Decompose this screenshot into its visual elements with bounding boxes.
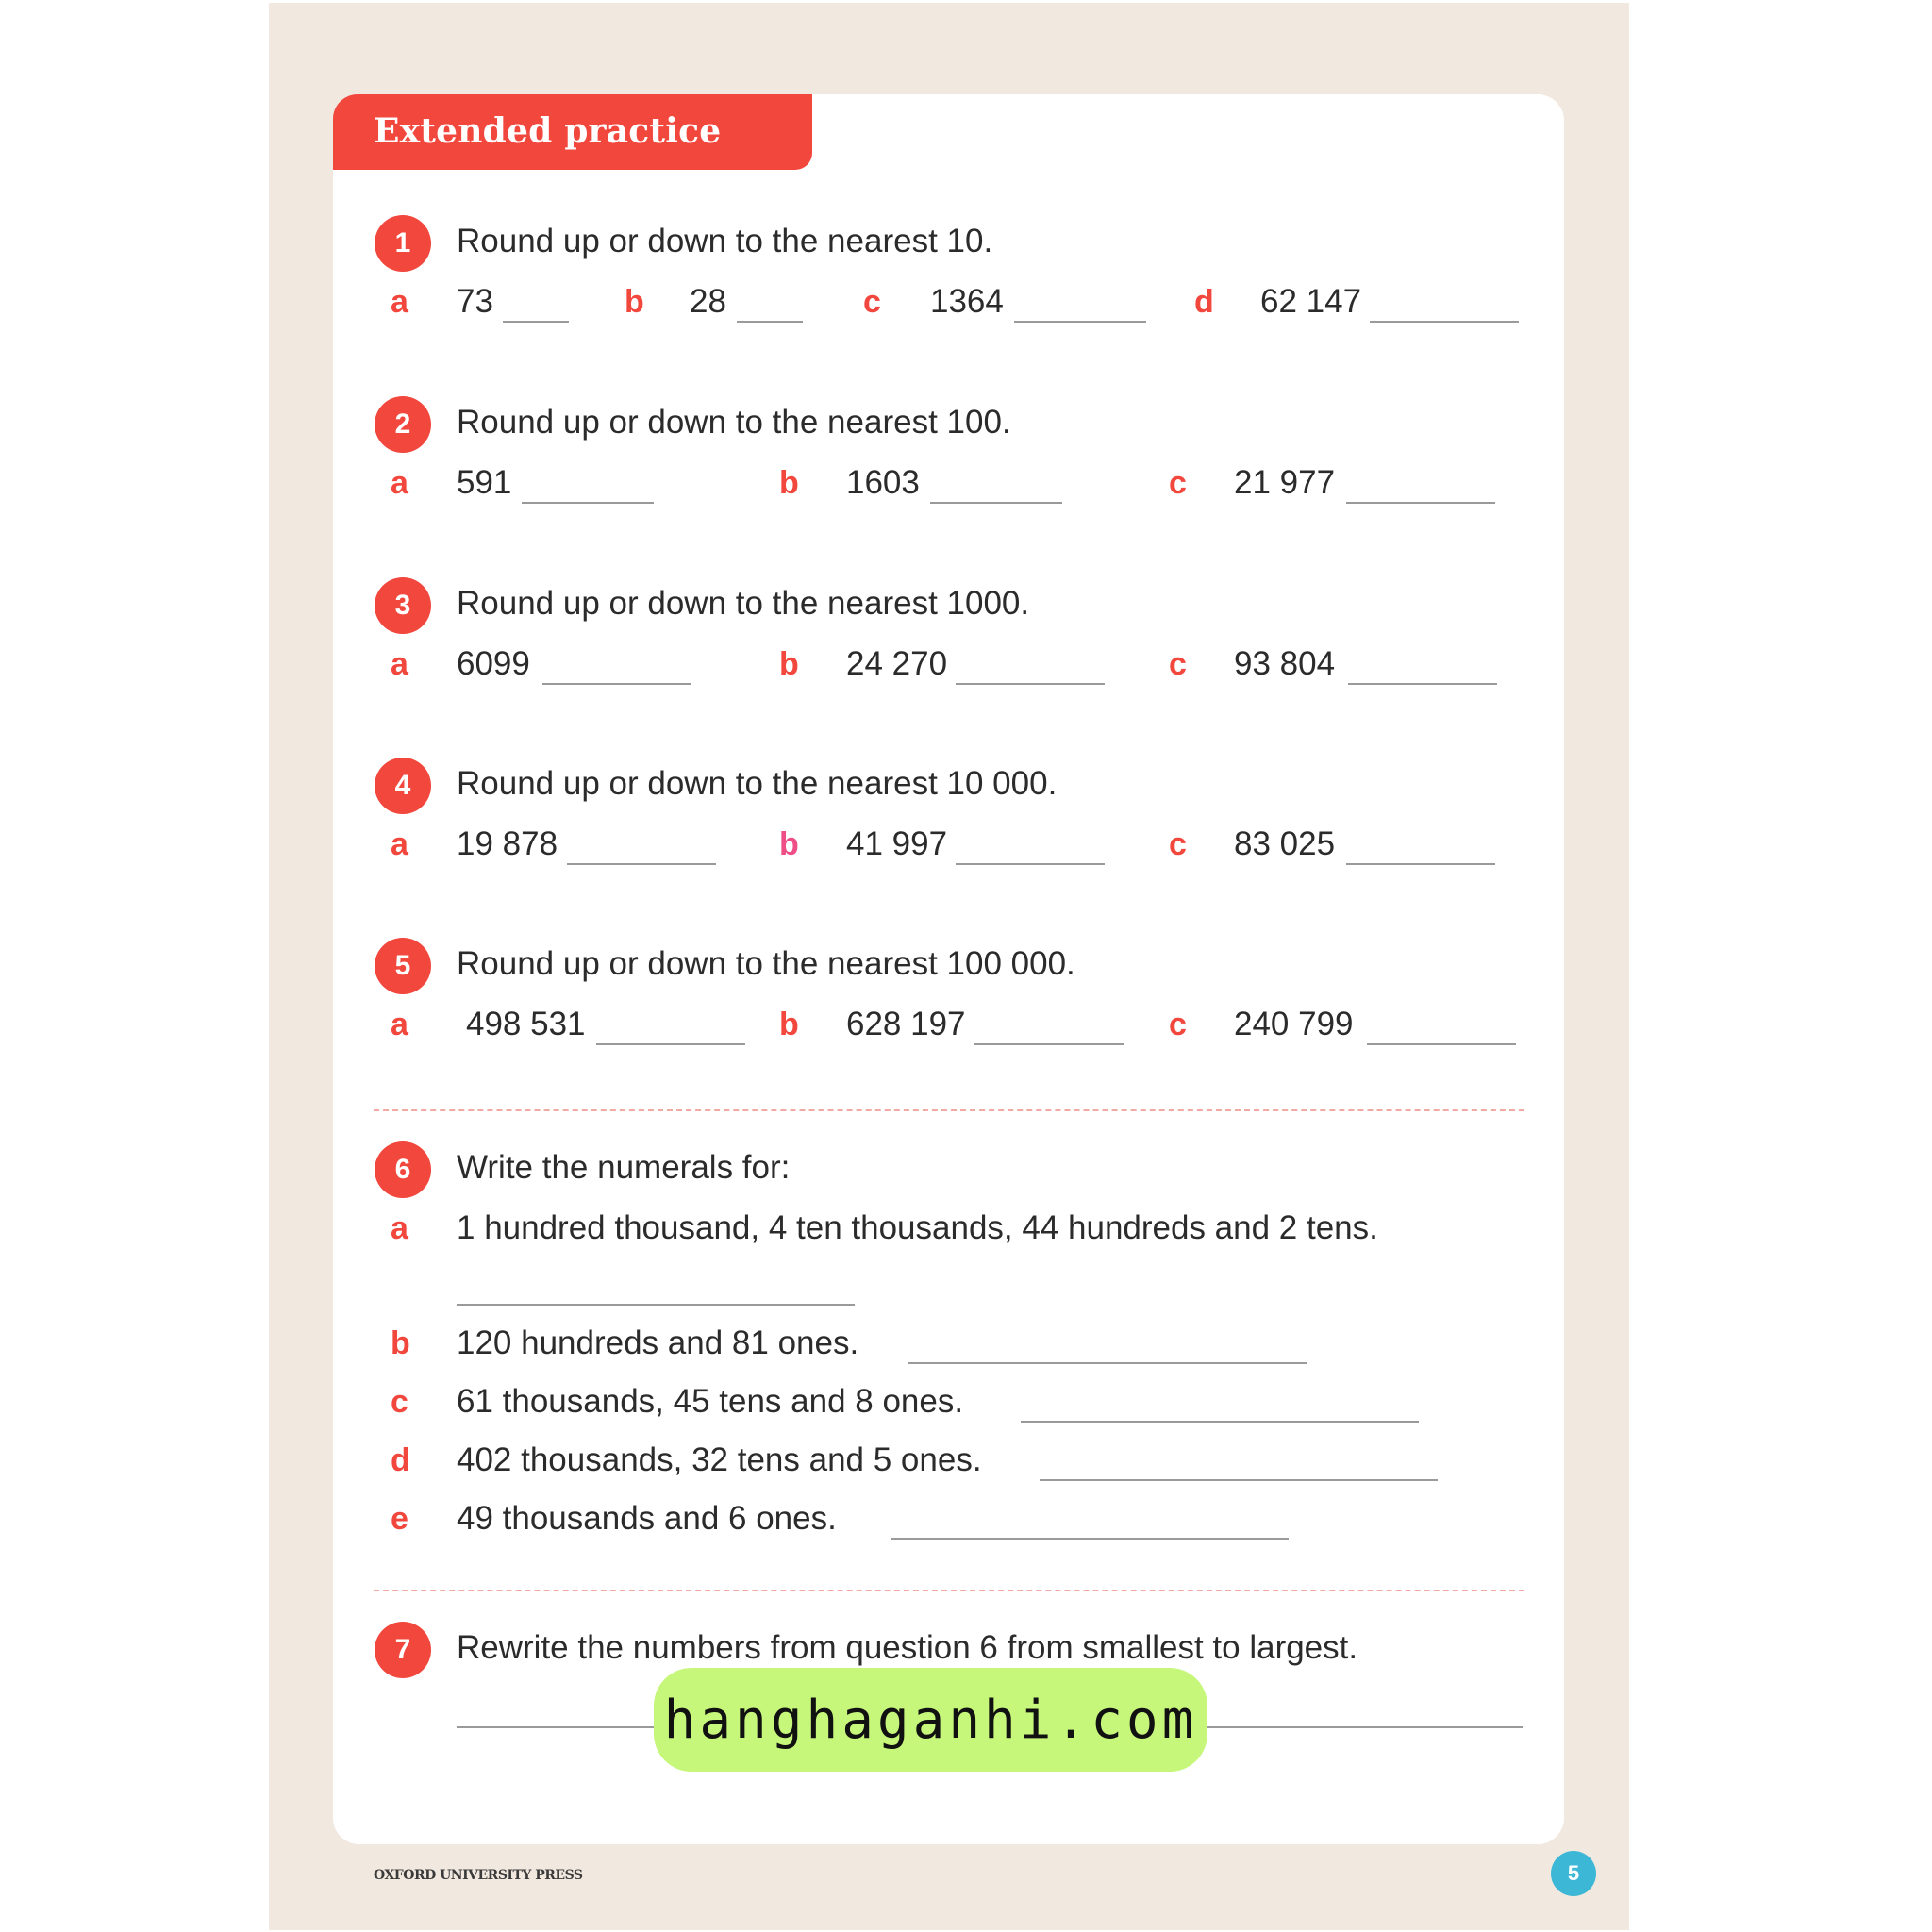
item-value: 120 hundreds and 81 ones.	[457, 1324, 859, 1361]
item-letter: a	[391, 1210, 408, 1246]
question-prompt-5: Round up or down to the nearest 100 000.	[457, 945, 1075, 982]
item-letter: a	[391, 1007, 408, 1042]
item-value: 28	[690, 283, 726, 320]
watermark-badge: hanghaganhi.com	[654, 1668, 1208, 1772]
item-value: 93 804	[1234, 645, 1336, 682]
answer-line[interactable]	[930, 502, 1062, 504]
item-value: 1364	[930, 283, 1004, 320]
question-prompt-7: Rewrite the numbers from question 6 from smallest to largest.	[457, 1629, 1358, 1666]
question-prompt-6: Write the numerals for:	[457, 1149, 791, 1186]
answer-line[interactable]	[737, 321, 803, 323]
answer-line[interactable]	[567, 863, 716, 865]
answer-line[interactable]	[956, 863, 1105, 865]
question-number-5: 5	[375, 938, 431, 994]
answer-line[interactable]	[974, 1043, 1124, 1045]
section-divider	[374, 1109, 1524, 1111]
question-prompt-4: Round up or down to the nearest 10 000.	[457, 765, 1058, 802]
answer-line[interactable]	[1370, 321, 1519, 323]
question-number-7: 7	[375, 1622, 431, 1678]
item-value: 49 thousands and 6 ones.	[457, 1500, 837, 1537]
question-number-3: 3	[375, 577, 431, 634]
answer-line[interactable]	[503, 321, 569, 323]
item-value: 61 thousands, 45 tens and 8 ones.	[457, 1383, 964, 1420]
answer-line[interactable]	[1014, 321, 1146, 323]
answer-line[interactable]	[1021, 1421, 1419, 1423]
item-letter: a	[391, 284, 408, 320]
question-prompt-3: Round up or down to the nearest 1000.	[457, 585, 1030, 622]
answer-line[interactable]	[542, 683, 691, 685]
item-letter: b	[779, 1007, 799, 1042]
question-number-4: 4	[375, 758, 431, 814]
answer-line[interactable]	[596, 1043, 745, 1045]
question-prompt-1: Round up or down to the nearest 10.	[457, 223, 993, 259]
item-value: 1603	[846, 464, 920, 501]
item-letter: a	[391, 826, 408, 862]
item-value: 402 thousands, 32 tens and 5 ones.	[457, 1441, 982, 1478]
page-number: 5	[1551, 1851, 1596, 1896]
item-value: 41 997	[846, 825, 948, 862]
item-value: 62 147	[1260, 283, 1362, 320]
item-letter: a	[391, 465, 408, 501]
section-title: Extended practice	[374, 111, 722, 151]
item-letter: c	[391, 1384, 408, 1420]
item-letter: b	[779, 465, 799, 501]
item-value: 628 197	[846, 1006, 966, 1042]
answer-line[interactable]	[956, 683, 1105, 685]
item-value: 591	[457, 464, 512, 501]
item-letter: b	[779, 646, 799, 682]
item-value: 19 878	[457, 825, 558, 862]
item-letter: c	[1169, 1007, 1187, 1042]
item-letter: b	[625, 284, 644, 320]
answer-line[interactable]	[1367, 1043, 1516, 1045]
answer-line[interactable]	[522, 502, 654, 504]
item-letter: c	[1169, 465, 1187, 501]
item-value: 73	[457, 283, 493, 320]
item-letter: c	[1169, 646, 1187, 682]
question-number-2: 2	[375, 396, 431, 453]
item-letter: a	[391, 646, 408, 682]
answer-line[interactable]	[908, 1362, 1307, 1364]
item-value: 240 799	[1234, 1006, 1354, 1042]
item-value: 83 025	[1234, 825, 1336, 862]
item-value: 6099	[457, 645, 530, 682]
item-value: 24 270	[846, 645, 948, 682]
item-value: 1 hundred thousand, 4 ten thousands, 44 hundreds and 2 tens.	[457, 1209, 1378, 1246]
answer-line[interactable]	[1040, 1479, 1438, 1481]
item-letter: d	[391, 1442, 410, 1478]
answer-line[interactable]	[1346, 863, 1495, 865]
question-number-6: 6	[375, 1141, 431, 1198]
answer-line[interactable]	[1346, 502, 1495, 504]
answer-line[interactable]	[891, 1538, 1289, 1540]
item-letter: b	[779, 826, 799, 862]
answer-line[interactable]	[457, 1304, 855, 1306]
question-prompt-2: Round up or down to the nearest 100.	[457, 404, 1011, 441]
item-value: 498 531	[466, 1006, 586, 1042]
item-letter: d	[1194, 284, 1214, 320]
item-letter: c	[1169, 826, 1187, 862]
item-letter: c	[863, 284, 881, 320]
publisher-logo: OXFORD UNIVERSITY PRESS	[374, 1868, 583, 1883]
item-letter: e	[391, 1501, 408, 1537]
question-number-1: 1	[375, 215, 431, 272]
item-value: 21 977	[1234, 464, 1336, 501]
item-letter: b	[391, 1325, 410, 1361]
section-divider	[374, 1590, 1524, 1591]
answer-line[interactable]	[1348, 683, 1497, 685]
